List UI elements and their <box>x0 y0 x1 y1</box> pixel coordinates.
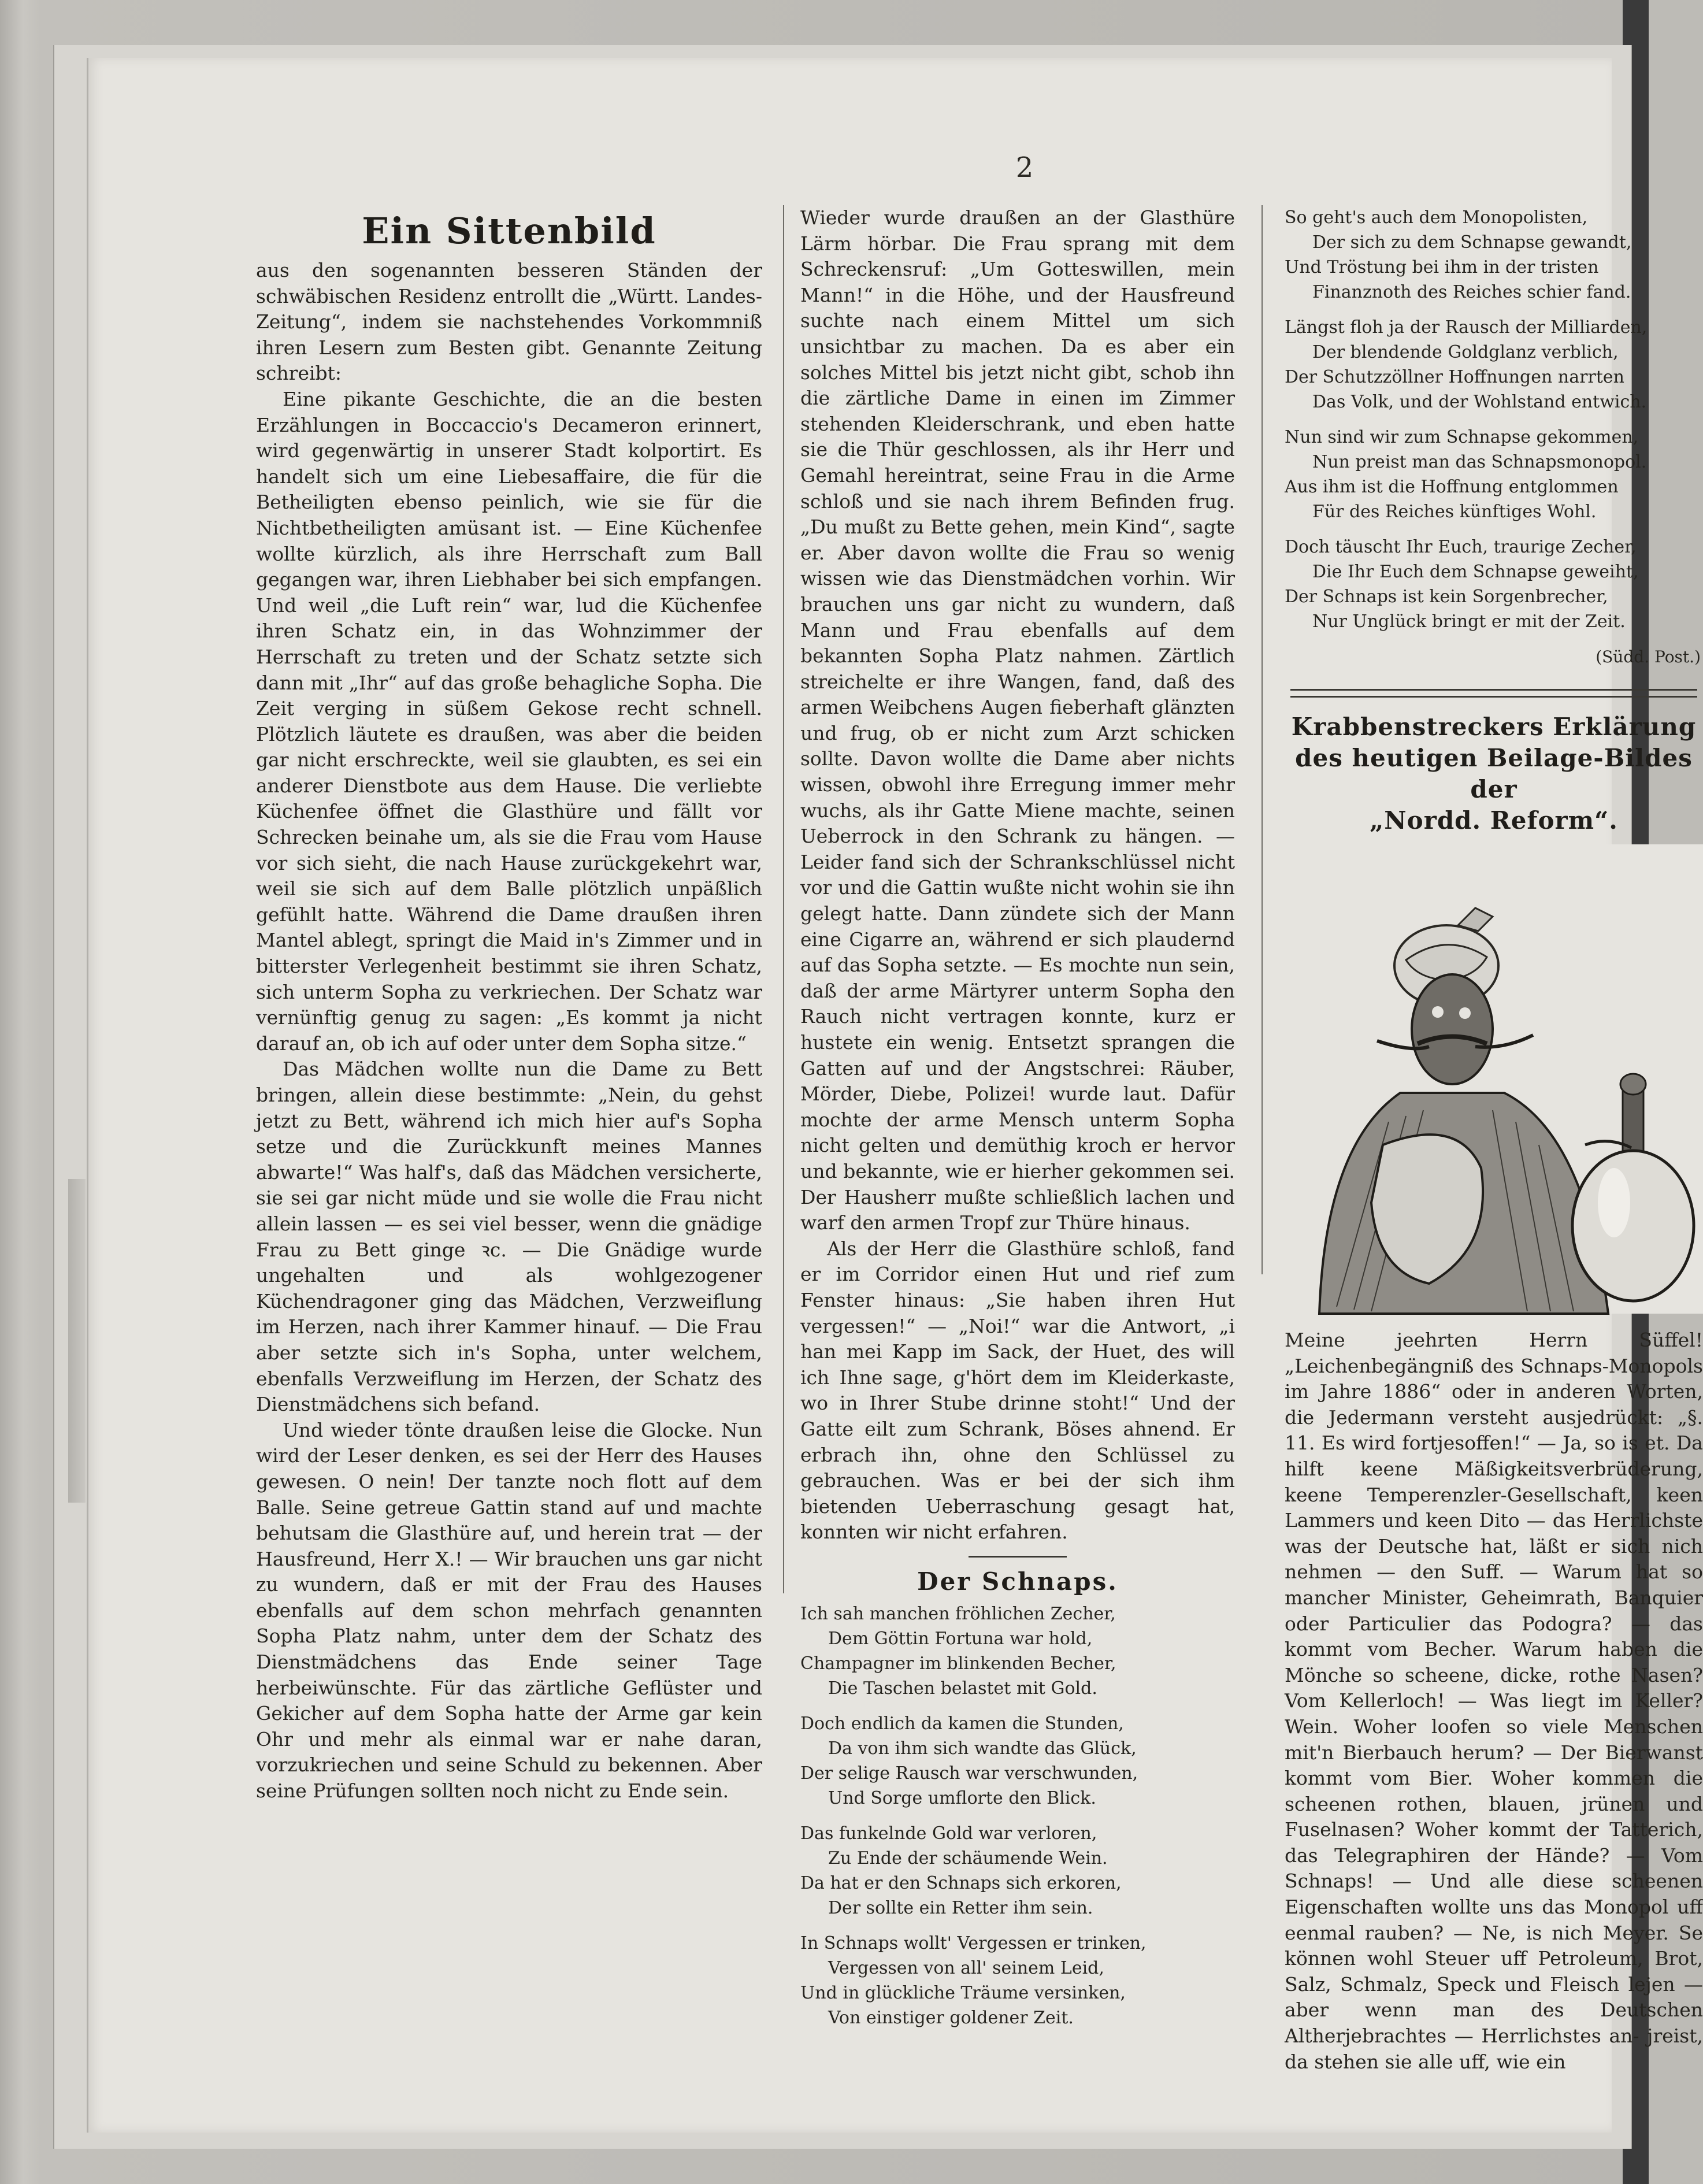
poem-stanza <box>800 1931 1235 2030</box>
poem-line: So geht's auch dem Monopolisten, <box>1285 207 1588 228</box>
poem-line: Nun sind wir zum Schnapse gekommen, <box>1285 427 1639 447</box>
page-number: 2 <box>1015 151 1034 184</box>
poem-line: In Schnaps wollt' Vergessen er trinken, <box>800 1933 1147 1953</box>
title-line: Krabbenstreckers Erklärung <box>1291 713 1697 741</box>
poem-line: Finanznoth des Reiches schier fand. <box>1312 282 1631 302</box>
title-line: des heutigen Beilage-Bildes der <box>1295 744 1693 803</box>
poem-line: Vergessen von all' seinem Leid, <box>828 1957 1104 1978</box>
poem-stanza <box>1285 205 1703 305</box>
poem-line: Und Tröstung bei ihm in der tristen <box>1285 257 1599 277</box>
article-title <box>1285 711 1703 836</box>
poem-line: Das Volk, und der Wohlstand entwich. <box>1312 392 1647 412</box>
poem-line: Der sollte ein Retter ihm sein. <box>828 1897 1093 1918</box>
poem-line: Ich sah manchen fröhlichen Zecher, <box>800 1603 1116 1624</box>
poem-line: Nun preist man das Schnapsmonopol. <box>1312 452 1647 472</box>
poem-line: Von einstiger goldener Zeit. <box>828 2007 1074 2028</box>
poem-line: Die Taschen belastet mit Gold. <box>828 1678 1097 1699</box>
poem-line: Und in glückliche Träume versinken, <box>800 1982 1126 2003</box>
article-paragraph: Und wieder tönte draußen leise die Glocke. Nun wird der Leser denken, es sei der Herr des Hauses gewesen. O nein! Der tanzte noch flott auf dem Balle. Seine getreue Gattin stand auf und machte behutsam die Glasthüre auf, und herein trat — der Hausfreund, Herr X.! — Wir brauchen uns gar nicht zu wundern, daß er mit der Frau des Hauses ebenfalls auf dem schon mehrfach genannten Sopha Platz nahm, unter dem der Schatz des Dienstmädchens das Ende seiner Tage herbeiwünschte. Für das zärtliche Geflüster und Gekicher auf dem Sopha hatte der Arme gar kein Ohr und mehr als einmal war er nahe daran, vorzukriechen und seine Schuld zu bekennen. Aber seine Prüfungen sollten noch nicht zu Ende sein. <box>256 1418 762 1803</box>
poem-line: Und Sorge umflorte den Blick. <box>828 1788 1096 1808</box>
poem-line: Die Ihr Euch dem Schnapse geweiht, <box>1312 562 1639 582</box>
poem-line: Das funkelnde Gold war verloren, <box>800 1823 1097 1844</box>
article-paragraph: aus den sogenannten besseren Ständen der schwäbischen Residenz entrollt die „Württ. Landes-Zeitung“, indem sie nachstehendes Vorkommniß ihren Lesern zum Besten gibt. Genannte Zeitung schreibt: <box>256 259 762 385</box>
poem-line: Dem Göttin Fortuna war hold, <box>828 1628 1093 1649</box>
cartoon-illustration <box>1285 844 1703 1314</box>
poem-line: Doch täuscht Ihr Euch, traurige Zecher, <box>1285 537 1637 557</box>
poem-title: Der Schnaps. <box>917 1567 1118 1596</box>
column-2 <box>800 205 1235 2041</box>
poem-line: Der sich zu dem Schnapse gewandt, <box>1312 232 1632 253</box>
poem <box>800 1601 1235 2030</box>
page-fold-shadow <box>68 1179 86 1503</box>
poem-stanza <box>800 1821 1235 1920</box>
column-3 <box>1285 205 1703 2075</box>
poem-line: Der Schutzzöllner Hoffnungen narrten <box>1285 367 1624 387</box>
title-line: „Nordd. Reform“. <box>1370 806 1618 835</box>
article-paragraph: Wieder wurde draußen an der Glasthüre Lärm hörbar. Die Frau sprang mit dem Schreckensruf: „Um Gotteswillen, mein Mann!“ in die Höhe, und der Hausfreund suchte nach einem Mittel um sich unsichtbar zu machen. Da es aber ein solches Mittel bis jetzt nicht gibt, schob ihn die zärtliche Dame in einen im Zimmer stehenden Kleiderschrank, und eben hatte sie die Thür geschlossen, als ihr Herr und Gemahl hereintrat, seine Frau in die Arme schloß und sie nach ihrem Befinden frug. „Du mußt zu Bette gehen, mein Kind“, sagte er. Aber davon wollte die Frau so wenig wissen wie das Dienstmädchen vorhin. Wir brauchen uns gar nicht zu wundern, daß Mann und Frau ebenfalls auf dem bekannten Sopha Platz nahmen. Zärtlich streichelte er ihre Wangen, fand, daß des armen Weibchens Augen fieberhaft glänzten und frug, ob er nicht zum Arzt schicken sollte. Davon wollte die Dame aber nichts wissen, obwohl ihre Erregung immer mehr wuchs, als ihr Gatte Miene machte, seinen Ueberrock in den Schrank zu hängen. — Leider fand sich der Schrankschlüssel nicht vor und die Gattin wußte nicht wohin sie ihn gelegt hatte. Dann zündete sich der Mann eine Cigarre an, während er sich plaudernd auf das Sopha setzte. — Es mochte nun sein, daß der arme Märtyrer unterm Sopha den Rauch nicht vertragen konnte, kurz er hustete ein wenig. Entsetzt sprangen die Gatten auf und der Angstschrei: Räuber, Mörder, Diebe, Polizei! wurde laut. Dafür mochte der arme Mensch unterm Sopha nicht gelten und demüthig kroch er hervor und bekannte, wie er hierher gekommen sei. Der Hausherr mußte schließlich lachen und warf den armen Tropf zur Thüre hinaus. <box>800 206 1235 1234</box>
article-paragraph: Eine pikante Geschichte, die an die besten Erzählungen in Boccaccio's Decameron erinnert, wird gegenwärtig in unserer Stadt kolportirt. Es handelt sich um eine Liebesaffaire, die für die Betheiligten ebenso peinlich, wie sie für die Nichtbetheiligten amüsant ist. — Eine Küchenfee wollte kürzlich, als ihre Herrschaft zum Ball gegangen war, ihren Liebhaber bei sich empfangen. Und weil „die Luft rein“ war, lud die Küchenfee ihren Schatz ein, in das Wohnzimmer der Herrschaft zu treten und der Schatz setzte sich dann mit „Ihr“ auf das große behagliche Sopha. Die Zeit verging in süßem Gekose recht schnell. Plötzlich läutete es draußen, was aber die beiden gar nicht erschreckte, weil sie glaubten, es sei ein anderer Dienstbote aus dem Hause. Die verliebte Küchenfee öffnet die Glasthüre und fällt vor Schrecken beinahe um, als sie die Frau vom Hause vor sich sieht, die nach Hause zurückgekehrt war, weil sie sich auf dem Balle plötzlich unpäßlich gefühlt hatte. Während die Dame draußen ihren Mantel ablegt, springt die Maid in's Zimmer und in bitterster Verlegenheit bestimmt sie ihren Schatz, sich unterm Sopha zu verkriechen. Der Schatz war vernünftig genug zu sagen: „Es kommt ja nicht darauf an, ob ich auf oder unter dem Sopha sitze.“ <box>256 387 762 1055</box>
poem-line: Da hat er den Schnaps sich erkoren, <box>800 1872 1122 1893</box>
poem-line: Champagner im blinkenden Becher, <box>800 1653 1116 1674</box>
newspaper-page <box>87 58 1703 2133</box>
article-paragraph: Als der Herr die Glasthüre schloß, fand er im Corridor einen Hut und rief zum Fenster hinaus: „Sie haben ihren Hut vergessen!“ — „Noi!“ war die Antwort, „i han mei Kapp im Sack, der Huet, des will ich Ihne sage, g'hört dem im Kleiderkaste, wo in Ihrer Stube drinne stoht!“ Und der Gatte eilt zum Schrank, Böses ahnend. Er erbrach ihn, ohne den Schlüssel zu gebrauchen. Was er bei der sich ihm bietenden Ueberraschung gesagt hat, konnten wir nicht erfahren. <box>800 1237 1235 1544</box>
poem-stanza <box>800 1601 1235 1701</box>
poem-line: Der selige Rausch war verschwunden, <box>800 1763 1138 1783</box>
section-divider <box>1290 689 1697 698</box>
poem-stanza <box>1285 315 1703 414</box>
article-paragraph: Das Mädchen wollte nun die Dame zu Bett bringen, allein diese bestimmte: „Nein, du gehst jetzt zu Bett, während ich mich hier auf's Sopha setze und die Zurückkunft meines Mannes abwarte!“ Was half's, daß das Mädchen versicherte, sie sei gar nicht müde und sie wolle die Frau nicht allein lassen — es sei viel besser, wenn die gnädige Frau zu Bett ginge ꝛc. — Die Gnädige wurde ungehalten und als wohlgezogener Küchendragoner ging das Mädchen, Verzweiflung im Herzen, nach ihrer Kammer hinauf. — Die Frau aber setzte sich in's Sopha, unter welchem, ebenfalls Verzweiflung im Herzen, der Schatz des Dienstmädchens sich befand. <box>256 1058 762 1416</box>
poem-line: Der Schnaps ist kein Sorgenbrecher, <box>1285 587 1608 607</box>
column-rule-right <box>1262 205 1263 1274</box>
poem-line: Der blendende Goldglanz verblich, <box>1312 342 1619 362</box>
poem-continued <box>1285 205 1703 669</box>
column-1 <box>256 207 762 1804</box>
section-divider <box>969 1556 1067 1558</box>
article-paragraph: Meine jeehrten Herrn Süffel! „Leichenbegängniß des Schnaps-Monopols im Jahre 1886“ oder in anderen Worten, die Jedermann versteht ausjedrückt: „§. 11. Es wird fortjesoffen!“ — Ja, so is et. Da hilft keene Mäßigkeitsverbrüderung, keene Temperenzler-Gesellschaft, keen Lammers und keen Dito — das Herrlichste was der Deutsche hat, läßt er sich nich nehmen — den Suff. — Warum hat so mancher Minister, Geheimrath, Banquier oder Particulier das Podogra? — das kommt vom Becher. Warum haben die Mönche so scheene, dicke, rothe Nasen? Vom Kellerloch! — Was liegt im Keller? Wein. Woher loofen so viele Menschen mit'n Bierbauch herum? — Der Bierwanst kommt vom Bier. Woher kommen die scheenen rothen, blauen, jrünen und Fuselnasen? Woher kommt der Tatterich, das Telegraphiren der Hände? — Vom Schnaps! — Und alle diese scheenen Eigenschaften wollte uns das Monopol uff eenmal rauben? — Ne, is nich Meyer. Se können wohl Steuer uff Petroleum, Brot, Salz, Schmalz, Speck und Fleisch lejen — aber wenn man des Deutschen Altherjebrachtes — Herrlichstes an- jreist, da stehen sie alle uff, wie ein <box>1285 1329 1703 2073</box>
poem-line: Für des Reiches künftiges Wohl. <box>1312 502 1597 522</box>
column-rule-left <box>783 205 784 1593</box>
poem-source-credit: (Südd. Post.) <box>1596 647 1701 666</box>
poem-line: Doch endlich da kamen die Stunden, <box>800 1713 1124 1734</box>
poem-line: Aus ihm ist die Hoffnung entglommen <box>1285 477 1619 497</box>
poem-line: Nur Unglück bringt er mit der Zeit. <box>1312 611 1626 632</box>
poem-line: Zu Ende der schäumende Wein. <box>828 1848 1108 1868</box>
poem-stanza <box>1285 425 1703 524</box>
poem-line: Da von ihm sich wandte das Glück, <box>828 1738 1137 1759</box>
poem-stanza <box>800 1711 1235 1811</box>
poem-stanza <box>1285 535 1703 634</box>
poem-line: Längst floh ja der Rausch der Milliarden, <box>1285 317 1648 338</box>
article-title: Ein Sittenbild <box>362 210 656 252</box>
